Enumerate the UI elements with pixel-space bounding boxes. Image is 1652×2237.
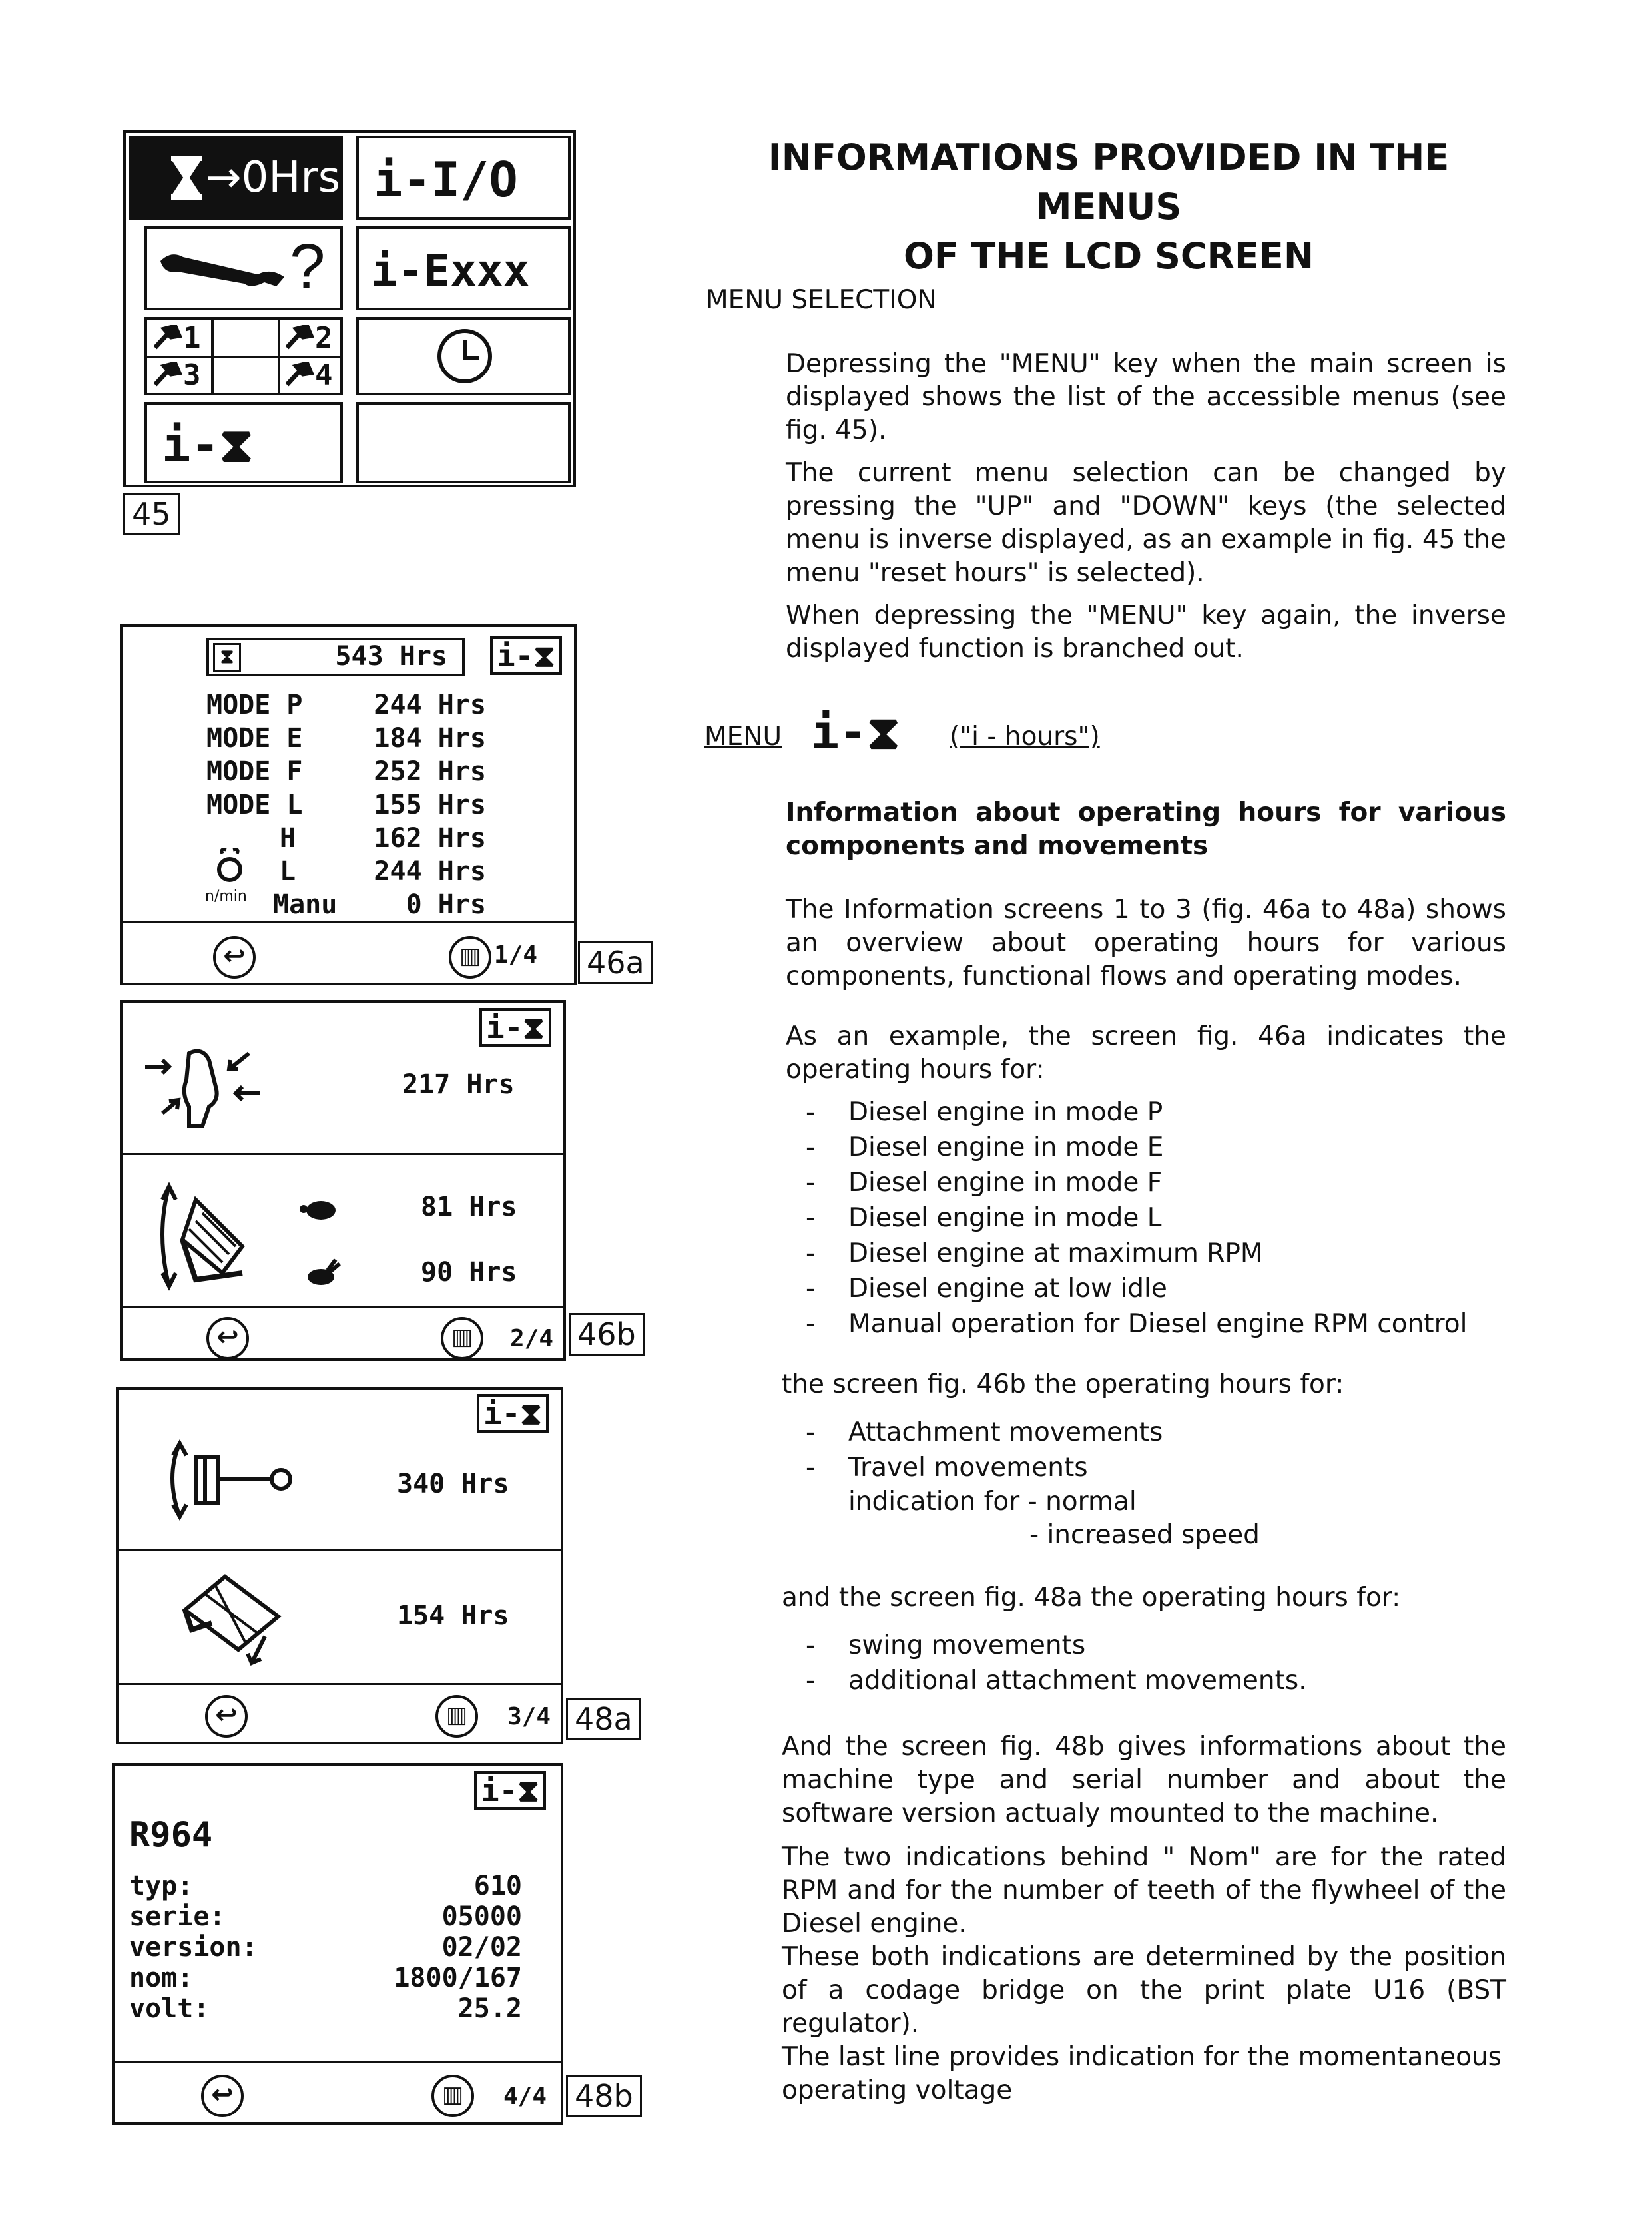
row-mode-e: MODE E 184 Hrs [206,723,486,754]
list-item: - Diesel engine in mode L [786,1200,1506,1236]
tool-4-label: 4 [315,358,333,392]
back-button[interactable]: ↩ [205,1695,248,1738]
machine-model: R964 [129,1815,213,1855]
paragraph: The two indications behind " Nom" are for the rated RPM and for the number of teeth of the flywheel of the Diesel engine. [782,1842,1506,1939]
list-46b [786,1415,1506,1485]
row-mode-p: MODE P 244 Hrs [206,690,486,720]
list-item: - swing movements [786,1628,1506,1663]
fig46a-label: 46a [578,941,653,984]
row-serie: serie: 05000 [129,1901,522,1932]
tool-1-label: 1 [183,321,201,355]
page-title: INFORMATIONS PROVIDED IN THE MENUS OF THE LCD SCREEN [768,136,1450,277]
rabbit-icon [301,1258,341,1288]
list-item: - Travel movements [786,1450,1506,1485]
page-indicator: 2/4 [510,1325,554,1352]
i-hours-badge: i-⧗ [490,636,562,675]
fig46b-hours-screen [120,1000,566,1361]
menu-tool-grid[interactable] [144,317,343,395]
fig48b-label: 48b [566,2075,642,2117]
row-mode-l: MODE L 155 Hrs [206,790,486,820]
fig46b-label: 46b [569,1313,645,1356]
row-typ: typ: 610 [129,1871,522,1901]
page-indicator: 1/4 [494,941,538,969]
page-indicator: 3/4 [507,1703,551,1730]
mode-list [206,688,486,921]
paragraph: The last line provides indication for the momentaneous operating voltage [782,2042,1502,2105]
list-item: - Diesel engine at low idle [786,1271,1506,1306]
section-menu-selection: MENU SELECTION [706,285,937,315]
indication-normal: indication for - normal [848,1487,1137,1517]
clock-icon [436,328,493,385]
indication-increased: - increased speed [1029,1520,1260,1550]
fig45-menu-screen [123,130,576,487]
paragraph: And the screen fig. 48b gives informations about the machine type and serial number and about the software version actualy mounted to the machine. [782,1732,1506,1828]
paragraph: and the screen fig. 48a the operating hours for: [782,1583,1401,1613]
total-hours-box [206,638,465,676]
menu-caption: ("i - hours") [950,722,1100,752]
list-item: - Diesel engine in mode E [786,1130,1506,1165]
manual-book-icon[interactable]: ▥ [435,1695,478,1738]
hammer-icon [284,362,314,389]
i-hours-body [782,796,1506,2107]
tool-2-label: 2 [315,321,333,355]
list-46a [786,1095,1506,1342]
i-hours-symbol: i-⧗ [811,705,900,760]
swing-icon [165,1437,298,1523]
additional-attachment-hours: 154 Hrs [397,1601,509,1631]
swing-hours: 340 Hrs [397,1469,509,1499]
row-volt: volt: 25.2 [129,1993,522,2024]
menu-wrench-help[interactable] [144,226,343,310]
back-button[interactable]: ↩ [206,1317,249,1360]
menu-clock[interactable] [356,317,571,395]
travel-normal-hours: 81 Hrs [421,1192,517,1222]
paragraph: the screen fig. 46b the operating hours for: [782,1369,1344,1399]
paragraph: When depressing the "MENU" key again, the inverse displayed function is branched out. [786,601,1506,664]
fig46a-hours-screen [120,624,577,985]
list-item: - Diesel engine in mode P [786,1095,1506,1130]
reset-hours-label: →0Hrs [206,153,341,202]
row-nom: nom: 1800/167 [129,1963,522,1993]
menu-i-hours-heading [704,706,1504,759]
attachment-hours: 217 Hrs [402,1069,515,1100]
hourglass-icon: ⧗ [213,643,241,672]
paragraph: As an example, the screen fig. 46a indicates the operating hours for: [786,1021,1506,1085]
hammer-icon [152,325,182,352]
menu-word: MENU [704,722,782,752]
fig48a-label: 48a [566,1698,641,1740]
hammer-icon [152,362,182,389]
row-rpm-h: H 162 Hrs [280,823,486,854]
travel-pedal-icon [142,1173,276,1300]
fig48b-machine-info-screen [112,1763,563,2125]
additional-attachment-pedal-icon [165,1563,298,1670]
turtle-icon [298,1197,338,1221]
row-version: version: 02/02 [129,1932,522,1963]
list-item: - Diesel engine at maximum RPM [786,1236,1506,1271]
row-manu: Manu 0 Hrs [273,889,486,920]
manual-book-icon[interactable]: ▥ [431,2075,474,2117]
total-hours-value: 543 Hrs [335,641,447,672]
back-button[interactable]: ↩ [201,2075,244,2117]
hourglass-icon [168,156,204,200]
i-hours-badge: i-⧗ [479,1008,551,1047]
manual-book-icon[interactable]: ▥ [449,936,491,979]
rpm-unit: n/min [205,888,247,905]
wrench-question-mark: ? [290,231,326,302]
row-mode-f: MODE F 252 Hrs [206,756,486,787]
back-button[interactable]: ↩ [213,936,256,979]
menu-i-exxx[interactable] [356,226,571,310]
list-item: - Manual operation for Diesel engine RPM control [786,1306,1506,1342]
hammer-icon [284,325,314,352]
list-item: - Diesel engine in mode F [786,1165,1506,1200]
tool-3-label: 3 [183,358,201,392]
bold-intro: Information about operating hours for various components and movements [786,798,1506,861]
machine-info-list [129,1871,522,2024]
menu-selection-body [786,348,1506,666]
fig45-label: 45 [123,493,180,535]
engine-rpm-icon [213,847,246,884]
paragraph: Depressing the "MENU" key when the main screen is displayed shows the list of the accessible menus (see fig. 45). [786,349,1506,445]
paragraph: The current menu selection can be changed by pressing the "UP" and "DOWN" keys (the selected menu is inverse displayed, as an example in fig. 45 the menu "reset hours" is selected). [786,458,1506,588]
i-io-label: i-I/O [374,152,518,208]
menu-i-hours[interactable] [144,402,343,483]
menu-i-io[interactable] [356,136,571,220]
i-hours-label: i-⧗ [162,417,254,473]
travel-fast-hours: 90 Hrs [421,1257,517,1288]
page-indicator: 4/4 [503,2083,547,2110]
wrench-icon [158,248,291,294]
row-rpm-l: L 244 Hrs [280,856,486,887]
i-exxx-label: i-Exxx [371,245,530,296]
menu-reset-hours[interactable] [129,136,343,220]
list-item: - additional attachment movements. [786,1663,1506,1698]
paragraph: The Information screens 1 to 3 (fig. 46a to 48a) shows an overview about operating hours for various components, functional flows and operating modes. [786,895,1506,991]
list-item: - Attachment movements [786,1415,1506,1450]
attachment-joystick-icon [142,1040,262,1133]
i-hours-badge: i-⧗ [474,1771,546,1810]
manual-book-icon[interactable]: ▥ [441,1317,483,1360]
menu-empty-slot[interactable] [356,402,571,483]
i-hours-badge: i-⧗ [477,1394,549,1433]
fig48a-hours-screen [116,1387,563,1744]
paragraph: These both indications are determined by the position of a codage bridge on the print plate U16 (BST regulator). [782,1942,1506,2039]
list-48a [786,1628,1506,1698]
